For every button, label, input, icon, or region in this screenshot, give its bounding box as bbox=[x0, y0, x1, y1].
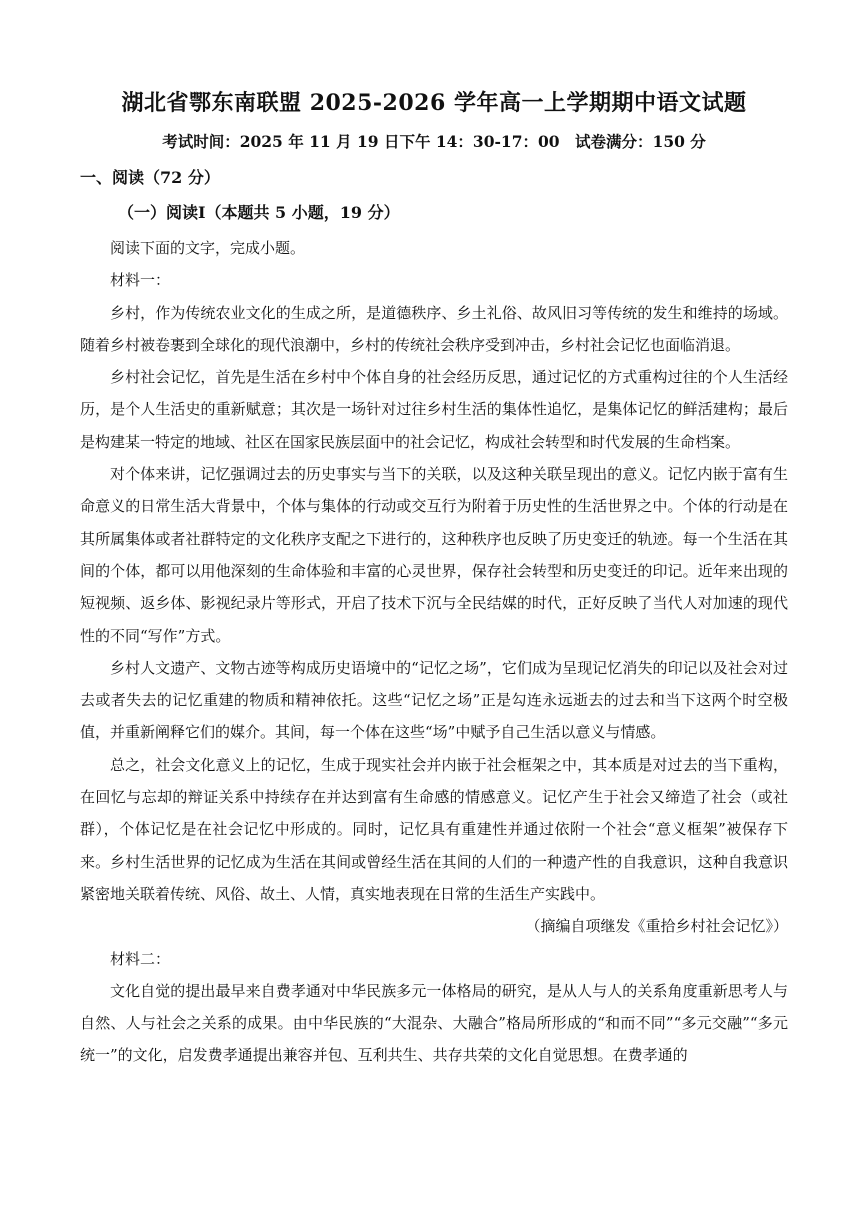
section-heading-reading: 一、阅读（72 分） bbox=[80, 168, 220, 187]
exam-title: 湖北省鄂东南联盟 2025-2026 学年高一上学期期中语文试题 bbox=[121, 90, 747, 116]
material-1-label: 材料一： bbox=[110, 271, 171, 290]
material-1-paragraph: 乡村人文遗产、文物古迹等构成历史语境中的“记忆之场”，它们成为呈现记忆消失的印记以及社会对过去或者失去的记忆重建的物质和精神依托。这些“记忆之场”正是勾连永远逝去的过去和当下这两个时空极值，并重新阐释它们的媒介。其间，每一个体在这些“场”中赋予自己生活以意义与情感。 bbox=[80, 658, 788, 742]
material-1-paragraph: 乡村，作为传统农业文化的生成之所，是道德秩序、乡土礼俗、故风旧习等传统的发生和维持的场域。随着乡村被卷裹到全球化的现代浪潮中，乡村的传统社会秩序受到冲击，乡村社会记忆也面临消退。 bbox=[80, 303, 788, 354]
material-1-paragraph: 总之，社会文化意义上的记忆，生成于现实社会并内嵌于社会框架之中，其本质是对过去的当下重构，在回忆与忘却的辩证关系中持续存在并达到富有生命感的情感意义。记忆产生于社会又缔造了社会（或社群），个体记忆是在社会记忆中形成的。同时，记忆具有重建性并通过依附一个社会“意义框架”被保存下来。乡村生活世界的记忆成为生活在其间或曾经生活在其间的人们的一种遗产性的自我意识，这种自我意识紧密地关联着传统、风俗、故土、人情，真实地表现在日常的生活生产实践中。 bbox=[80, 755, 788, 903]
instruction-text: 阅读下面的文字，完成小题。 bbox=[110, 239, 306, 257]
reading-passage bbox=[80, 232, 788, 1072]
subsection-heading-reading-1: （一）阅读Ⅰ（本题共 5 小题，19 分） bbox=[118, 203, 400, 222]
material-2-paragraph: 文化自觉的提出最早来自费孝通对中华民族多元一体格局的研究，是从人与人的关系角度重新思考人与自然、人与社会之关系的成果。由中华民族的“大混杂、大融合”格局所形成的“和而不同”“多元交融”“多元统一”的文化，启发费孝通提出兼容并包、互利共生、共存共荣的文化自觉思想。在费孝通的 bbox=[80, 981, 788, 1065]
material-1-paragraph: 乡村社会记忆，首先是生活在乡村中个体自身的社会经历反思，通过记忆的方式重构过往的个人生活经历，是个人生活史的重新赋意；其次是一场针对过往乡村生活的集体性追忆，是集体记忆的鲜活建构；最后是构建某一特定的地域、社区在国家民族层面中的社会记忆，构成社会转型和时代发展的生命档案。 bbox=[80, 368, 788, 451]
material-1-source: （摘编自项继发《重拾乡村社会记忆》） bbox=[525, 917, 788, 936]
material-1-paragraph: 对个体来讲，记忆强调过去的历史事实与当下的关联，以及这种关联呈现出的意义。记忆内嵌于富有生命意义的日常生活大背景中，个体与集体的行动或交互行为附着于历史性的生活世界之中。个体的行动是在其所属集体或者社群特定的文化秩序支配之下进行的，这种秩序也反映了历史变迁的轨迹。每一个生活在其间的个体，都可以用他深刻的生命体验和丰富的心灵世界，保存社会转型和历史变迁的印记。近年来出现的短视频、返乡体、影视纪录片等形式，开启了技术下沉与全民结媒的时代，正好反映了当代人对加速的现代性的不同“写作”方式。 bbox=[80, 465, 788, 645]
material-2-label: 材料二： bbox=[110, 949, 171, 968]
exam-info: 考试时间：2025 年 11 月 19 日下午 14：30-17：00 试卷满分：150 分 bbox=[162, 132, 706, 151]
